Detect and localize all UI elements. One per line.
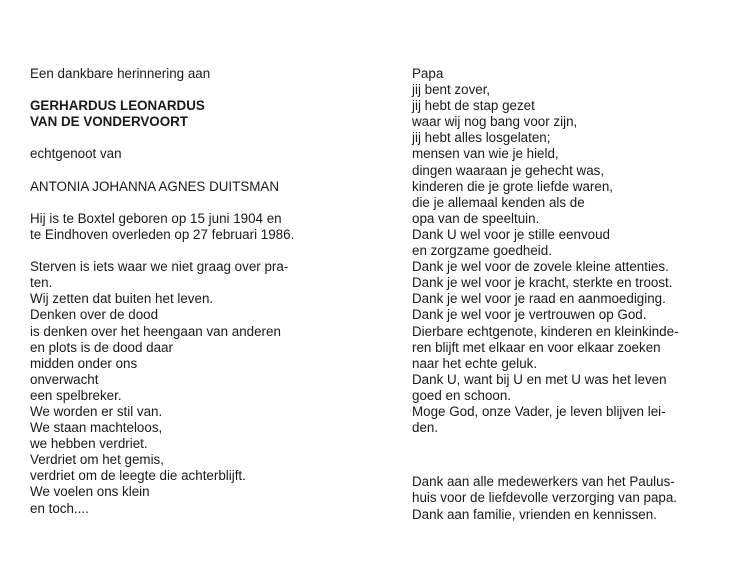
poem-line: Dank je wel voor de zovele kleine attenties. <box>412 259 669 275</box>
poem-line: We worden er stil van. <box>30 403 163 419</box>
poem-line: jij hebt alles losgelaten; <box>412 130 551 146</box>
intro-text: Een dankbare herinnering aan <box>30 66 211 81</box>
poem-line: mensen van wie je hield, <box>412 146 559 162</box>
poem-line: goed en schoon. <box>412 387 512 403</box>
thanks-line: Dank aan familie, vrienden en kennissen. <box>412 506 657 522</box>
poem-line: We staan machteloos, <box>30 420 163 436</box>
poem-line: we hebben verdriet. <box>30 436 148 452</box>
poem-line: verdriet om de leegte die achterblijft. <box>30 468 246 484</box>
poem-line: onverwacht <box>30 371 99 387</box>
poem-line: die je allemaal kenden als de <box>412 194 585 210</box>
poem-line: Verdriet om het gemis, <box>30 452 164 468</box>
poem-line: Dank je wel voor je vertrouwen op God. <box>412 307 647 323</box>
poem-line: midden onder ons <box>30 355 138 371</box>
poem-line: Dank U, want bij U en met U was het leven <box>412 371 667 387</box>
deceased-name-line-2: VAN DE VONDERVOORT <box>30 114 188 130</box>
right-column <box>412 66 717 523</box>
spouse-label: echtgenoot van <box>30 146 122 162</box>
poem-line: kinderen die je grote liefde waren, <box>412 178 613 194</box>
birth-death-line-1: Hij is te Boxtel geboren op 15 juni 1904 en <box>30 210 282 226</box>
birth-death-line-2: te Eindhoven overleden op 27 februari 1986. <box>30 226 295 242</box>
poem-line: naar het echte geluk. <box>412 355 538 371</box>
poem-line: We voelen ons klein <box>30 484 150 500</box>
left-poem <box>30 259 340 517</box>
poem-line: Sterven is iets waar we niet graag over pra- <box>30 259 289 275</box>
poem-line: Dank U wel voor je stille eenvoud <box>412 226 610 242</box>
deceased-name-line-1: GERHARDUS LEONARDUS <box>30 98 205 114</box>
poem-line: Dierbare echtgenote, kinderen en kleinkinde- <box>412 323 679 339</box>
thanks-line: Dank aan alle medewerkers van het Paulus- <box>412 474 675 490</box>
poem-line: Wij zetten dat buiten het leven. <box>30 291 214 307</box>
poem-line: opa van de speeltuin. <box>412 210 540 226</box>
poem-line: is denken over het heengaan van anderen <box>30 323 281 339</box>
poem-line: Dank je wel voor je raad en aanmoediging. <box>412 291 666 307</box>
poem-line: jij hebt de stap gezet <box>412 98 535 114</box>
spouse-name: ANTONIA JOHANNA AGNES DUITSMAN <box>30 178 280 194</box>
poem-line: Denken over de dood <box>30 307 159 323</box>
poem-line: en plots is de dood daar <box>30 339 173 355</box>
poem-line: ten. <box>30 275 53 291</box>
poem-line: den. <box>412 420 439 436</box>
thanks-line: huis voor de liefdevolle verzorging van papa. <box>412 490 678 506</box>
poem-line: en toch.... <box>30 500 89 516</box>
poem-line: jij bent zover, <box>412 82 491 98</box>
poem-line: dingen waaraan je gehecht was, <box>412 162 605 178</box>
right-poem <box>412 66 717 436</box>
poem-line: een spelbreker. <box>30 387 122 403</box>
poem-line: waar wij nog bang voor zijn, <box>412 114 578 130</box>
poem-line: ren blijft met elkaar en voor elkaar zoeken <box>412 339 661 355</box>
poem-line: Dank je wel voor je kracht, sterkte en troost. <box>412 275 673 291</box>
poem-line: en zorgzame goedheid. <box>412 243 552 259</box>
poem-line: Papa <box>412 66 444 81</box>
left-column <box>30 66 340 517</box>
poem-line: Moge God, onze Vader, je leven blijven lei- <box>412 403 666 419</box>
thanks-section <box>412 474 717 522</box>
